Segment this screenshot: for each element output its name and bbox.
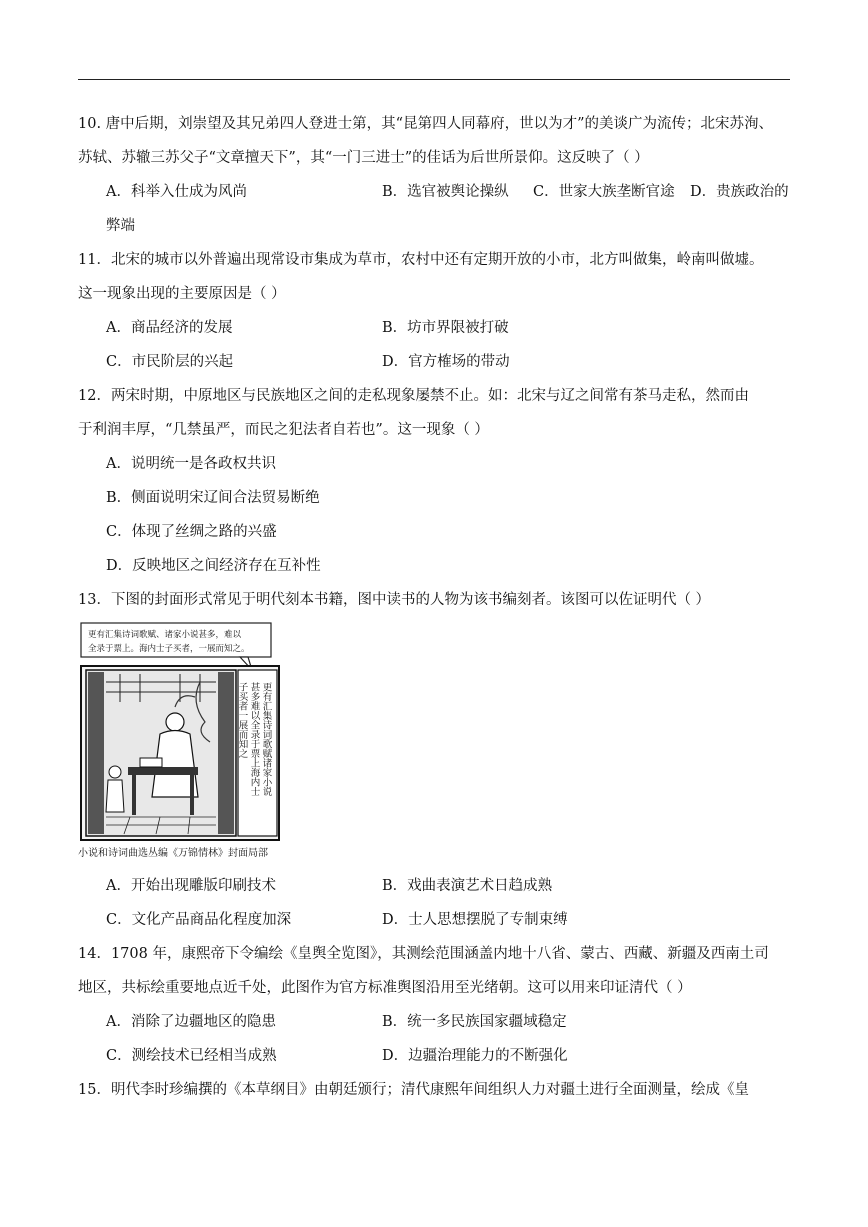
q14-option-d[interactable]: D．边疆治理能力的不断强化 xyxy=(382,1048,568,1064)
q11-option-d[interactable]: D．官方榷场的带动 xyxy=(382,354,510,370)
q12-option-a[interactable]: A．说明统一是各政权共识 xyxy=(106,456,276,472)
q10-option-c[interactable]: C．世家大族垄断官途 xyxy=(533,184,675,200)
q10-option-d-continued: 弊端 xyxy=(106,218,135,234)
header-rule xyxy=(78,79,790,80)
q13-stem-line1: 13．下图的封面形式常见于明代刻本书籍，图中读书的人物为该书编刻者。该图可以佐证明代（ ） xyxy=(78,592,711,608)
q13-option-c[interactable]: C．文化产品商品化程度加深 xyxy=(106,912,292,928)
q14-option-a[interactable]: A．消除了边疆地区的隐患 xyxy=(106,1014,276,1030)
q12-stem-line2: 于利润丰厚，“几禁虽严，而民之犯法者自若也”。这一现象（ ） xyxy=(78,422,489,438)
cover-vertical-text-col2: 甚多难以全录于票上海内士 xyxy=(248,682,260,796)
q13-option-a[interactable]: A．开始出现雕版印刷技术 xyxy=(106,878,276,894)
q12-option-d[interactable]: D．反映地区之间经济存在互补性 xyxy=(106,558,321,574)
q14-stem-line2: 地区，共标绘重要地点近千处，此图作为官方标准舆图沿用至光绪朝。这可以用来印证清代（ ） xyxy=(78,980,692,996)
q14-stem-line1: 14．1708 年，康熙帝下令编绘《皇舆全览图》，其测绘范围涵盖内地十八省、蒙古、西藏、新疆及西南土司 xyxy=(78,946,769,962)
q10-option-a[interactable]: A．科举入仕成为风尚 xyxy=(106,184,247,200)
q12-option-b[interactable]: B．侧面说明宋辽间合法贸易断绝 xyxy=(106,490,320,506)
cover-vertical-text-col3: 子买者一展而知之 xyxy=(236,682,248,758)
q13-option-b[interactable]: B．戏曲表演艺术日趋成熟 xyxy=(382,878,553,894)
cover-vertical-text-col1: 更有汇集诗词歌赋诸家小说 xyxy=(260,682,272,796)
q10-option-b[interactable]: B．选官被舆论操纵 xyxy=(382,184,509,200)
q14-option-c[interactable]: C．测绘技术已经相当成熟 xyxy=(106,1048,277,1064)
q15-stem-line1: 15．明代李时珍编撰的《本草纲目》由朝廷颁行；清代康熙年间组织人力对疆土进行全面测量，绘成《皇 xyxy=(78,1082,749,1098)
q11-option-a[interactable]: A．商品经济的发展 xyxy=(106,320,233,336)
q10-stem-line2: 苏轼、苏辙三苏父子“文章擅天下”，其“一门三进士”的佳话为后世所景仰。这反映了（ ） xyxy=(78,150,649,166)
banner-text-line2: 全录于票上。海内士子买者，一展而知之。 xyxy=(88,644,250,654)
banner-text-line1: 更有汇集诗词歌赋、诸家小说甚多，难以 xyxy=(88,630,242,640)
q12-stem-line1: 12．两宋时期，中原地区与民族地区之间的走私现象屡禁不止。如：北宋与辽之间常有茶马走私，然而由 xyxy=(78,388,749,404)
q11-option-c[interactable]: C．市民阶层的兴起 xyxy=(106,354,234,370)
q10-option-d[interactable]: D．贵族政治的 xyxy=(690,184,789,200)
q12-option-c[interactable]: C．体现了丝绸之路的兴盛 xyxy=(106,524,277,540)
book-cover-illustration xyxy=(80,622,280,842)
q10-stem-line1: 10. 唐中后期，刘崇望及其兄弟四人登进士第，其“昆第四人同幕府，世以为才”的美谈广为流传；北宋苏洵、 xyxy=(78,116,773,132)
q11-option-b[interactable]: B．坊市界限被打破 xyxy=(382,320,509,336)
q13-option-d[interactable]: D．士人思想摆脱了专制束缚 xyxy=(382,912,568,928)
q11-stem-line2: 这一现象出现的主要原因是（ ） xyxy=(78,286,286,302)
q11-stem-line1: 11．北宋的城市以外普遍出现常设市集成为草市，农村中还有定期开放的小市，北方叫做集，岭南叫做墟。 xyxy=(78,252,764,268)
q14-option-b[interactable]: B．统一多民族国家疆域稳定 xyxy=(382,1014,567,1030)
figure-caption: 小说和诗词曲选丛编《万锦情林》封面局部 xyxy=(78,848,268,859)
